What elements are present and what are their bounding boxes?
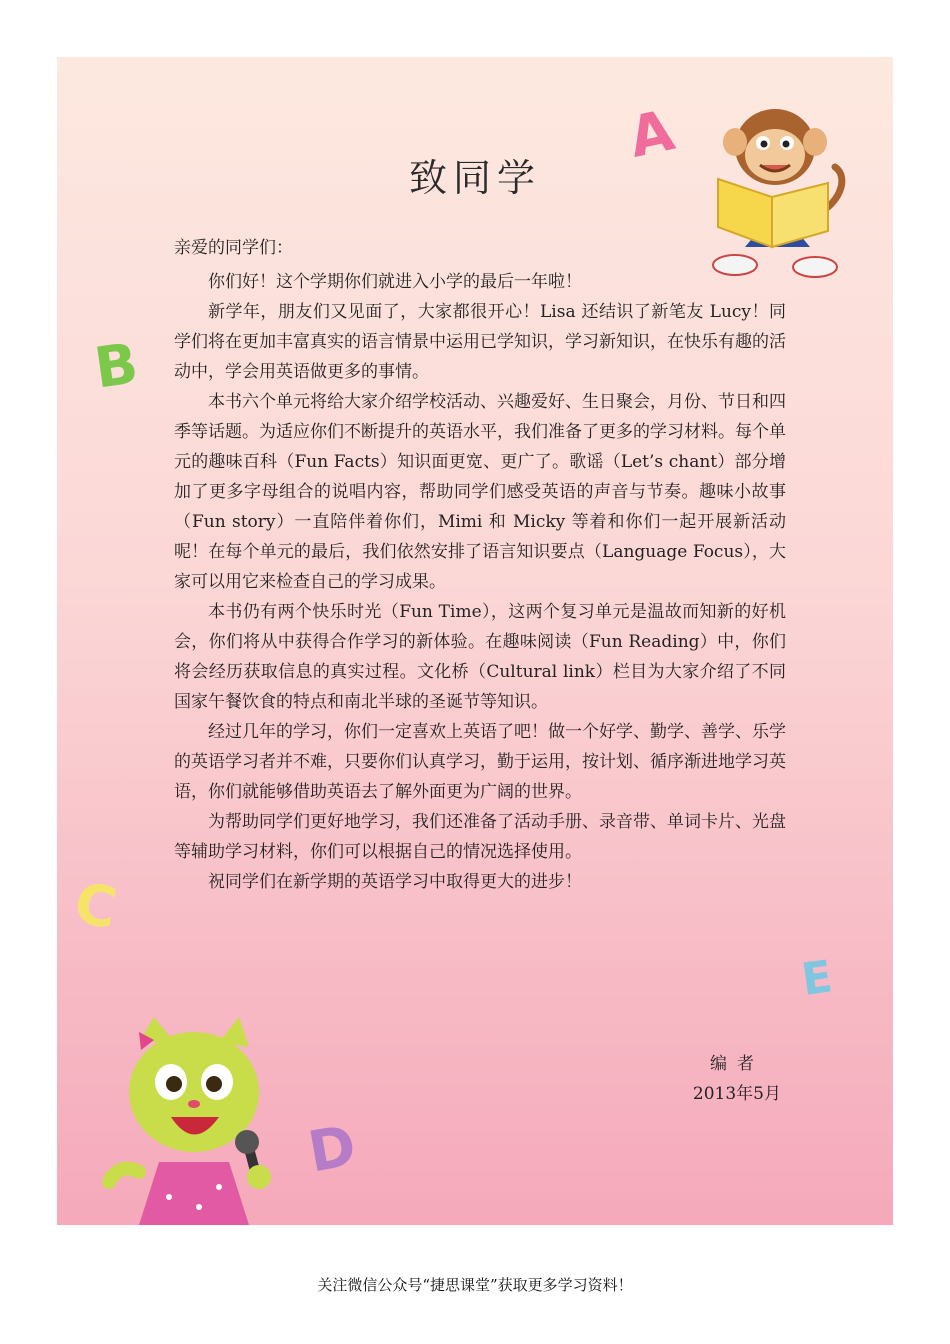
letter-a-icon: A (623, 98, 680, 171)
paragraph: 本书六个单元将给大家介绍学校活动、兴趣爱好、生日聚会，月份、节日和四季等话题。为适应你们不断提升的英语水平，我们准备了更多的学习材料。每个单元的趣味百科（Fun Facts）知识面更宽、更广了。歌谣（Let’s chant）部分增加了更多字母组合的说唱内容，帮助同学们感受英语的声音与节奏。趣味小故事（Fun story）一直陪伴着你们，Mimi 和 Micky 等着和你们一起开展新活动呢！在每个单元的最后，我们依然安排了语言知识要点（Language Focus），大家可以用它来检查自己的学习成果。 (174, 392, 786, 592)
paragraph: 新学年，朋友们又见面了，大家都很开心！Lisa 还结识了新笔友 Lucy！同学们将在更加丰富真实的语言情景中运用已学知识，学习新知识，在快乐有趣的活动中，学会用英语做更多的事情。 (174, 302, 786, 382)
greeting: 亲爱的同学们： (174, 238, 293, 258)
paragraph: 本书仍有两个快乐时光（Fun Time），这两个复习单元是温故而知新的好机会，你们将从中获得合作学习的新体验。在趣味阅读（Fun Reading）中，你们将会经历获取信息的真实过程。文化桥（Cultural link）栏目为大家介绍了不同国家午餐饮食的特点和南北半球的圣诞节等知识。 (174, 602, 786, 712)
paragraph: 经过几年的学习，你们一定喜欢上英语了吧！做一个好学、勤学、善学、乐学的英语学习者并不难，只要你们认真学习，勤于运用，按计划、循序渐进地学习英语，你们就能够借助英语去了解外面更为广阔的世界。 (174, 722, 786, 802)
letter-page (57, 57, 893, 1225)
letter-e-icon: E (798, 951, 836, 1006)
cat-singing-icon (99, 1012, 289, 1225)
letter-d-icon: D (303, 1113, 361, 1186)
letter-c-icon: C (69, 870, 122, 943)
signature-author: 编者 (709, 1054, 764, 1074)
signature-date: 2013年5月 (692, 1084, 781, 1104)
page-title: 致同学 (408, 156, 541, 200)
footer-note: 关注微信公众号“捷思课堂”获取更多学习资料！ (317, 1276, 633, 1294)
paragraph: 祝同学们在新学期的英语学习中取得更大的进步！ (208, 872, 582, 892)
signature (693, 1049, 781, 1109)
paragraph: 为帮助同学们更好地学习，我们还准备了活动手册、录音带、单词卡片、光盘等辅助学习材料，你们可以根据自己的情况选择使用。 (174, 812, 786, 862)
letter-b-icon: B (90, 331, 142, 402)
paragraph: 你们好！这个学期你们就进入小学的最后一年啦！ (208, 272, 582, 292)
letter-body (174, 267, 786, 897)
